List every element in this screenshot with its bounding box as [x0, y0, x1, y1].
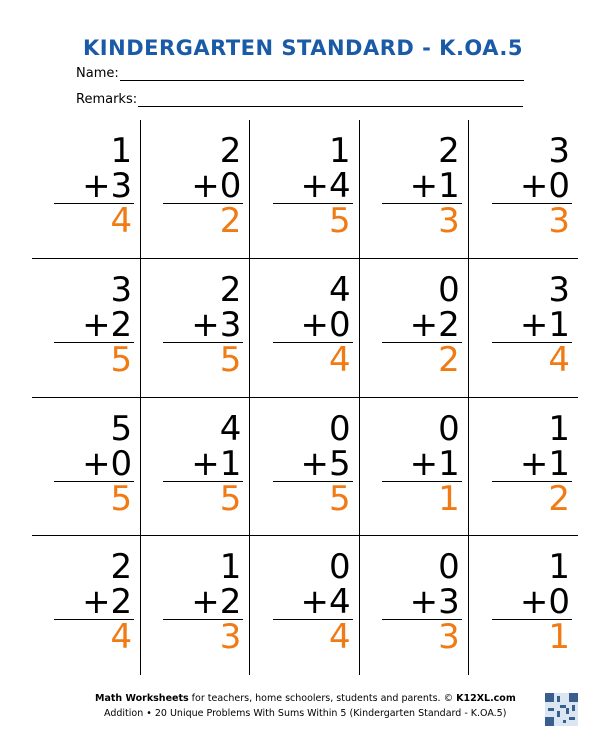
- problem-cell: [141, 536, 250, 675]
- answer: 5: [219, 339, 242, 380]
- answer: 4: [110, 617, 133, 658]
- answer: 3: [438, 617, 460, 658]
- addition-problem: [490, 131, 570, 241]
- addend-bottom: +2: [82, 582, 133, 623]
- problem-grid: [32, 120, 578, 675]
- answer: 4: [110, 201, 133, 241]
- name-field: [76, 66, 524, 81]
- answer: 5: [219, 478, 242, 519]
- answer: 2: [438, 339, 460, 380]
- addend-top: 3: [110, 269, 133, 310]
- remarks-field: [76, 92, 523, 107]
- problem-cell: [32, 398, 141, 537]
- addend-top: 0: [438, 408, 460, 449]
- addend-top: 2: [219, 269, 242, 310]
- answer: 5: [328, 478, 351, 519]
- problem-cell: [469, 259, 578, 398]
- addition-problem: [161, 547, 242, 658]
- addend-bottom: +0: [519, 582, 570, 623]
- answer: 2: [548, 478, 570, 519]
- answer: 1: [548, 617, 570, 658]
- addend-top: 4: [219, 408, 242, 449]
- remarks-line: [138, 93, 523, 107]
- addend-top: 0: [438, 269, 460, 310]
- addend-top: 1: [219, 547, 242, 588]
- addition-problem: [380, 547, 460, 658]
- addend-bottom: +2: [409, 304, 460, 345]
- addend-top: 2: [219, 131, 242, 171]
- addition-problem: [52, 408, 133, 519]
- problem-cell: [469, 536, 578, 675]
- addend-bottom: +5: [300, 443, 351, 484]
- addend-bottom: +2: [191, 582, 242, 623]
- addition-problem: [490, 408, 570, 519]
- addition-problem: [380, 408, 460, 519]
- addend-top: 0: [328, 547, 351, 588]
- addend-top: 1: [548, 547, 570, 588]
- addition-problem: [490, 547, 570, 658]
- addend-top: 1: [328, 131, 351, 171]
- addend-top: 3: [548, 269, 570, 310]
- problem-cell: [469, 120, 578, 259]
- footer-site: K12XL.com: [456, 693, 516, 704]
- problem-cell: [32, 259, 141, 398]
- answer: 5: [328, 201, 351, 241]
- addend-top: 5: [110, 408, 133, 449]
- answer: 1: [438, 478, 460, 519]
- addition-problem: [271, 131, 351, 241]
- addend-bottom: +0: [191, 166, 242, 206]
- problem-cell: [32, 536, 141, 675]
- addend-bottom: +2: [82, 304, 133, 345]
- answer: 4: [328, 617, 351, 658]
- problem-cell: [360, 259, 469, 398]
- addend-top: 2: [110, 547, 133, 588]
- addend-bottom: +1: [409, 443, 460, 484]
- addition-problem: [490, 269, 570, 380]
- problem-cell: [250, 120, 359, 259]
- qr-code-icon: [545, 693, 578, 726]
- addend-bottom: +1: [409, 166, 460, 206]
- addend-bottom: +0: [300, 304, 351, 345]
- addition-problem: [271, 269, 351, 380]
- problem-cell: [250, 259, 359, 398]
- addend-top: 0: [328, 408, 351, 449]
- problem-cell: [469, 398, 578, 537]
- addend-bottom: +1: [519, 443, 570, 484]
- answer: 2: [219, 201, 242, 241]
- addend-bottom: +3: [191, 304, 242, 345]
- addend-bottom: +4: [300, 166, 351, 206]
- answer: 3: [219, 617, 242, 658]
- addition-problem: [271, 547, 351, 658]
- footer-line-1: [95, 693, 516, 704]
- problem-cell: [360, 398, 469, 537]
- addition-problem: [271, 408, 351, 519]
- answer: 3: [438, 201, 460, 241]
- problem-cell: [141, 398, 250, 537]
- problem-cell: [250, 398, 359, 537]
- addition-problem: [380, 131, 460, 241]
- footer-line-2: Addition • 20 Unique Problems With Sums Within 5 (Kindergarten Standard - K.OA.5): [104, 708, 507, 719]
- addition-problem: [52, 131, 133, 241]
- answer: 5: [110, 339, 133, 380]
- footer-text: for teachers, home schoolers, students and parents. ©: [188, 693, 457, 704]
- answer: 5: [110, 478, 133, 519]
- footer-brand: Math Worksheets: [95, 693, 189, 704]
- addend-bottom: +0: [82, 443, 133, 484]
- addend-top: 0: [438, 547, 460, 588]
- answer: 4: [328, 339, 351, 380]
- answer: 4: [548, 339, 570, 380]
- addition-problem: [161, 131, 242, 241]
- problem-cell: [360, 536, 469, 675]
- problem-cell: [141, 120, 250, 259]
- addend-bottom: +4: [300, 582, 351, 623]
- addition-problem: [161, 408, 242, 519]
- problem-cell: [360, 120, 469, 259]
- remarks-label: Remarks:: [76, 92, 138, 107]
- addition-problem: [161, 269, 242, 380]
- addend-bottom: +1: [191, 443, 242, 484]
- addend-top: 1: [548, 408, 570, 449]
- page-title: KINDERGARTEN STANDARD - K.OA.5: [83, 36, 523, 60]
- answer: 3: [548, 201, 570, 241]
- addend-bottom: +0: [519, 166, 570, 206]
- addition-problem: [52, 547, 133, 658]
- problem-cell: [250, 536, 359, 675]
- addend-bottom: +1: [519, 304, 570, 345]
- name-label: Name:: [76, 66, 119, 81]
- addition-problem: [52, 269, 133, 380]
- problem-cell: [141, 259, 250, 398]
- name-line: [120, 67, 524, 81]
- addend-top: 2: [438, 131, 460, 171]
- addend-bottom: +3: [82, 166, 133, 206]
- addend-top: 1: [110, 131, 133, 171]
- addend-bottom: +3: [409, 582, 460, 623]
- addend-top: 4: [328, 269, 351, 310]
- problem-cell: [32, 120, 141, 259]
- addition-problem: [380, 269, 460, 380]
- addend-top: 3: [548, 131, 570, 171]
